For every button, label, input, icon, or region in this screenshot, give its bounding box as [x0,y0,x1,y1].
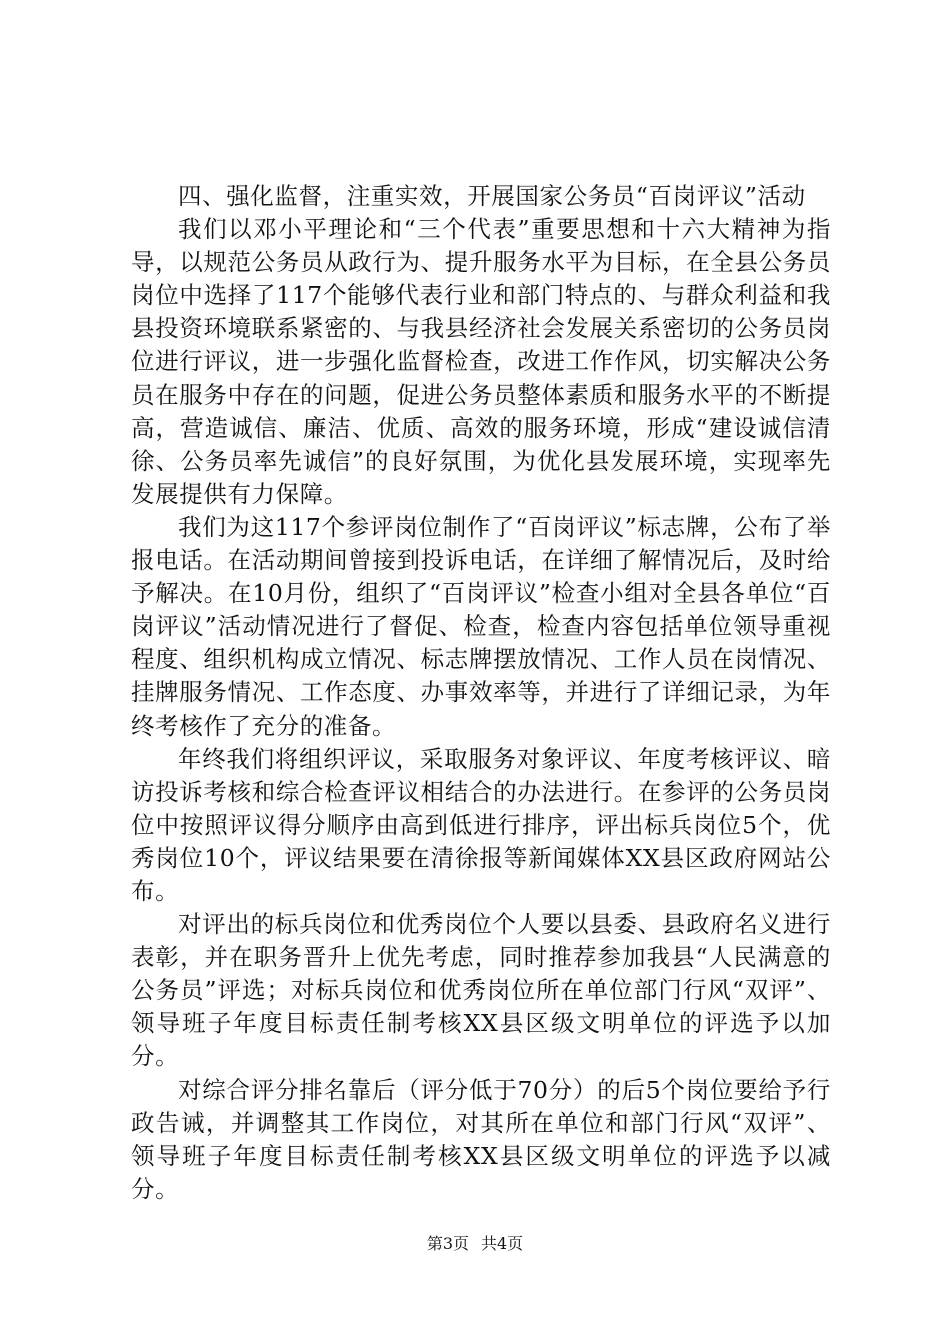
paragraph: 年终我们将组织评议，采取服务对象评议、年度考核评议、暗访投诉考核和综合检查评议相结合的办法进行。在参评的公务员岗位中按照评议得分顺序由高到低进行排序，评出标兵岗位5个，优秀岗位10个，评议结果要在清徐报等新闻媒体XX县区政府网站公布。 [131,744,831,905]
paragraph: 对评出的标兵岗位和优秀岗位个人要以县委、县政府名义进行表彰，并在职务晋升上优先考虑，同时推荐参加我县“人民满意的公务员”评选；对标兵岗位和优秀岗位所在单位部门行风“双评”、领导班子年度目标责任制考核XX县区级文明单位的评选予以加分。 [131,910,831,1071]
paragraph: 我们以邓小平理论和“三个代表”重要思想和十六大精神为指导，以规范公务员从政行为、提升服务水平为目标，在全县公务员岗位中选择了117个能够代表行业和部门特点的、与群众利益和我县投资环境联系紧密的、与我县经济社会发展关系密切的公务员岗位进行评议，进一步强化监督检查，改进工作作风，切实解决公务员在服务中存在的问题，促进公务员整体素质和服务水平的不断提高，营造诚信、廉洁、优质、高效的服务环境，形成“建设诚信清徐、公务员率先诚信”的良好氛围，为优化县发展环境，实现率先发展提供有力保障。 [131,215,831,508]
page-total: 共4页 [481,1234,524,1253]
page-number: 第3页 [426,1234,469,1253]
page-footer [0,1233,950,1255]
paragraph: 我们为这117个参评岗位制作了“百岗评议”标志牌，公布了举报电话。在活动期间曾接到投诉电话，在详细了解情况后，及时给予解决。在10月份，组织了“百岗评议”检查小组对全县各单位“百岗评议”活动情况进行了督促、检查，检查内容包括单位领导重视程度、组织机构成立情况、标志牌摆放情况、工作人员在岗情况、挂牌服务情况、工作态度、办事效率等，并进行了详细记录，为年终考核作了充分的准备。 [131,512,831,740]
section-heading: 四、强化监督，注重实效，开展国家公务员“百岗评议”活动 [178,182,806,210]
document-body [131,180,831,1206]
paragraph: 对综合评分排名靠后（评分低于70分）的后5个岗位要给予行政告诫，并调整其工作岗位，对其所在单位和部门行风“双评”、领导班子年度目标责任制考核XX县区级文明单位的评选予以减分。 [131,1075,831,1203]
